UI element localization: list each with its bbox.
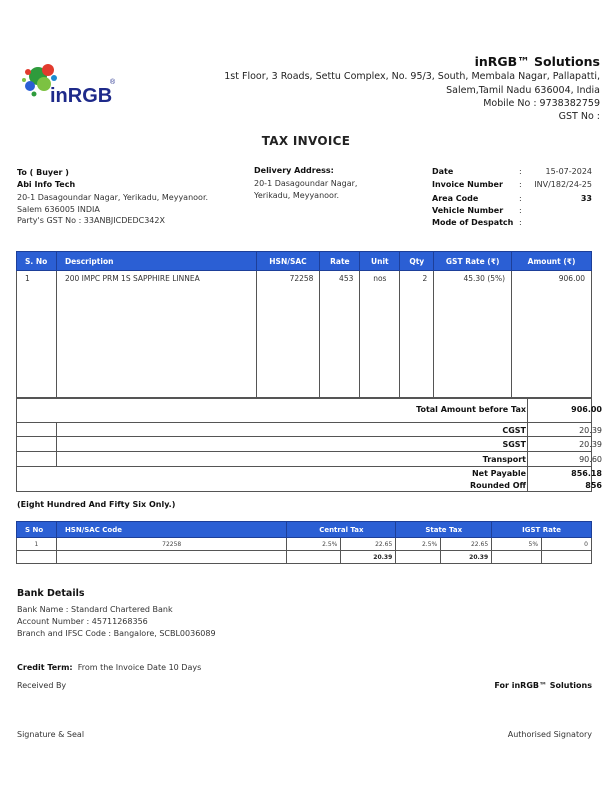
cell-qty: 2: [400, 271, 434, 398]
meta-colon: :: [519, 218, 522, 227]
tax-cell-sno: 1: [17, 538, 57, 551]
meta-label-despatch: Mode of Despatch: [432, 218, 514, 227]
tax-total-empty: [17, 551, 57, 564]
meta-colon: :: [519, 206, 522, 215]
meta-colon: :: [519, 180, 522, 189]
rounded-off-value: 856: [585, 481, 602, 490]
buyer-name: Abi Info Tech: [17, 180, 76, 189]
rounded-off-label: Rounded Off: [470, 481, 526, 490]
tax-cell-central-amount: 22.65: [341, 538, 396, 551]
bank-account: Account Number : 45711268356: [17, 617, 148, 626]
meta-value-date: 15-07-2024: [545, 167, 592, 176]
tax-total-empty: [396, 551, 441, 564]
cell-rate: 453: [320, 271, 360, 398]
tax-total-empty: [287, 551, 341, 564]
tax-cell-hsn: 72258: [56, 538, 287, 551]
cell-sno: 1: [17, 271, 57, 398]
svg-text:inRGB: inRGB: [50, 85, 113, 106]
meta-label-vehicle: Vehicle Number: [432, 206, 504, 215]
buyer-gst: Party's GST No : 33ANBJICDEDC342X: [17, 216, 165, 225]
items-header-row: [17, 252, 592, 271]
buyer-heading: To ( Buyer ): [17, 168, 69, 177]
totals-rule: [16, 436, 592, 437]
document-title: TAX INVOICE: [261, 134, 351, 148]
cell-hsn: 72258: [256, 271, 320, 398]
col-header-description: Description: [56, 252, 256, 271]
buyer-address-1: 20-1 Dasagoundar Nagar, Yerikadu, Meyyanoor.: [17, 193, 209, 202]
col-header-hsn: HSN/SAC: [256, 252, 320, 271]
credit-term-label: Credit Term:: [17, 663, 73, 672]
transport-value: 90.60: [579, 455, 602, 464]
amount-in-words: (Eight Hundred And Fifty Six Only.): [17, 500, 176, 509]
totals-divider: [527, 398, 528, 492]
signature-seal: Signature & Seal: [17, 730, 85, 739]
meta-colon: :: [519, 194, 522, 203]
credit-term: [17, 655, 201, 674]
totals-rule: [16, 451, 592, 452]
tax-cell-central-rate: 2.5%: [287, 538, 341, 551]
col-header-amount: Amount (₹): [512, 252, 592, 271]
tax-total-central: 20.39: [341, 551, 396, 564]
cgst-value: 20.39: [579, 426, 602, 435]
meta-value-invoice: INV/182/24-25: [534, 180, 592, 189]
tax-total-empty: [492, 551, 542, 564]
tax-col-sno: S No: [17, 522, 57, 538]
buyer-address-2: Salem 636005 INDIA: [17, 205, 100, 214]
tax-cell-igst-rate: 5%: [492, 538, 542, 551]
cell-description: 200 IMPC PRM 1S SAPPHIRE LINNEA: [56, 271, 256, 398]
meta-label-date: Date: [432, 167, 454, 176]
tax-total-empty: [56, 551, 287, 564]
bank-heading: Bank Details: [17, 588, 85, 599]
before-tax-label: Total Amount before Tax: [416, 405, 526, 414]
tax-cell-state-amount: 22.65: [441, 538, 492, 551]
authorised-signatory: Authorised Signatory: [507, 730, 592, 739]
col-header-rate: Rate: [320, 252, 360, 271]
sgst-value: 20.39: [579, 440, 602, 449]
tax-header-row: [17, 522, 592, 538]
cell-gst-rate: 45.30 (5%): [434, 271, 512, 398]
tax-summary-table: [16, 521, 592, 564]
delivery-heading: Delivery Address:: [254, 166, 334, 175]
table-row: [17, 551, 592, 564]
meta-label-area-code: Area Code: [432, 194, 479, 203]
meta-value-area-code: 33: [580, 194, 592, 203]
cell-unit: nos: [360, 271, 400, 398]
totals-left-divider: [56, 422, 57, 466]
bank-branch: Branch and IFSC Code : Bangalore, SCBL0036089: [17, 629, 216, 638]
svg-text:®: ®: [110, 79, 116, 86]
tax-col-state: State Tax: [396, 522, 492, 538]
totals-rule: [16, 422, 592, 423]
company-address-line-1: 1st Floor, 3 Roads, Settu Complex, No. 95/3, South, Membala Nagar, Pallapatti,: [224, 71, 600, 82]
cgst-label: CGST: [502, 426, 526, 435]
table-row: [17, 538, 592, 551]
tax-cell-igst-amount: 0: [542, 538, 592, 551]
totals-rule: [16, 466, 592, 467]
company-logo: [20, 60, 120, 106]
tax-col-hsn: HSN/SAC Code: [56, 522, 287, 538]
table-row: [17, 271, 592, 398]
col-header-sno: S. No: [17, 252, 57, 271]
col-header-unit: Unit: [360, 252, 400, 271]
meta-label-invoice: Invoice Number: [432, 180, 503, 189]
for-company: For inRGB™ Solutions: [494, 681, 592, 690]
tax-total-empty: [542, 551, 592, 564]
tax-col-central: Central Tax: [287, 522, 396, 538]
tax-col-igst: IGST Rate: [492, 522, 592, 538]
company-address-line-2: Salem,Tamil Nadu 636004, India: [446, 85, 600, 96]
company-name: inRGB™ Solutions: [474, 54, 600, 69]
company-gst: GST No :: [558, 111, 600, 122]
items-table: [16, 251, 592, 398]
bank-name: Bank Name : Standard Chartered Bank: [17, 605, 173, 614]
cell-amount: 906.00: [512, 271, 592, 398]
before-tax-value: 906.00: [571, 405, 602, 414]
tax-total-state: 20.39: [441, 551, 492, 564]
received-by: Received By: [17, 681, 67, 690]
transport-label: Transport: [482, 455, 526, 464]
credit-term-value: From the Invoice Date 10 Days: [77, 663, 202, 672]
col-header-gst-rate: GST Rate (₹): [434, 252, 512, 271]
tax-cell-state-rate: 2.5%: [396, 538, 441, 551]
delivery-line-1: 20-1 Dasagoundar Nagar,: [254, 179, 358, 188]
sgst-label: SGST: [502, 440, 526, 449]
delivery-line-2: Yerikadu, Meyyanoor.: [254, 191, 340, 200]
meta-colon: :: [519, 167, 522, 176]
company-mobile: Mobile No : 9738382759: [483, 98, 600, 109]
net-payable-value: 856.18: [571, 469, 602, 478]
col-header-qty: Qty: [400, 252, 434, 271]
net-payable-label: Net Payable: [471, 469, 526, 478]
